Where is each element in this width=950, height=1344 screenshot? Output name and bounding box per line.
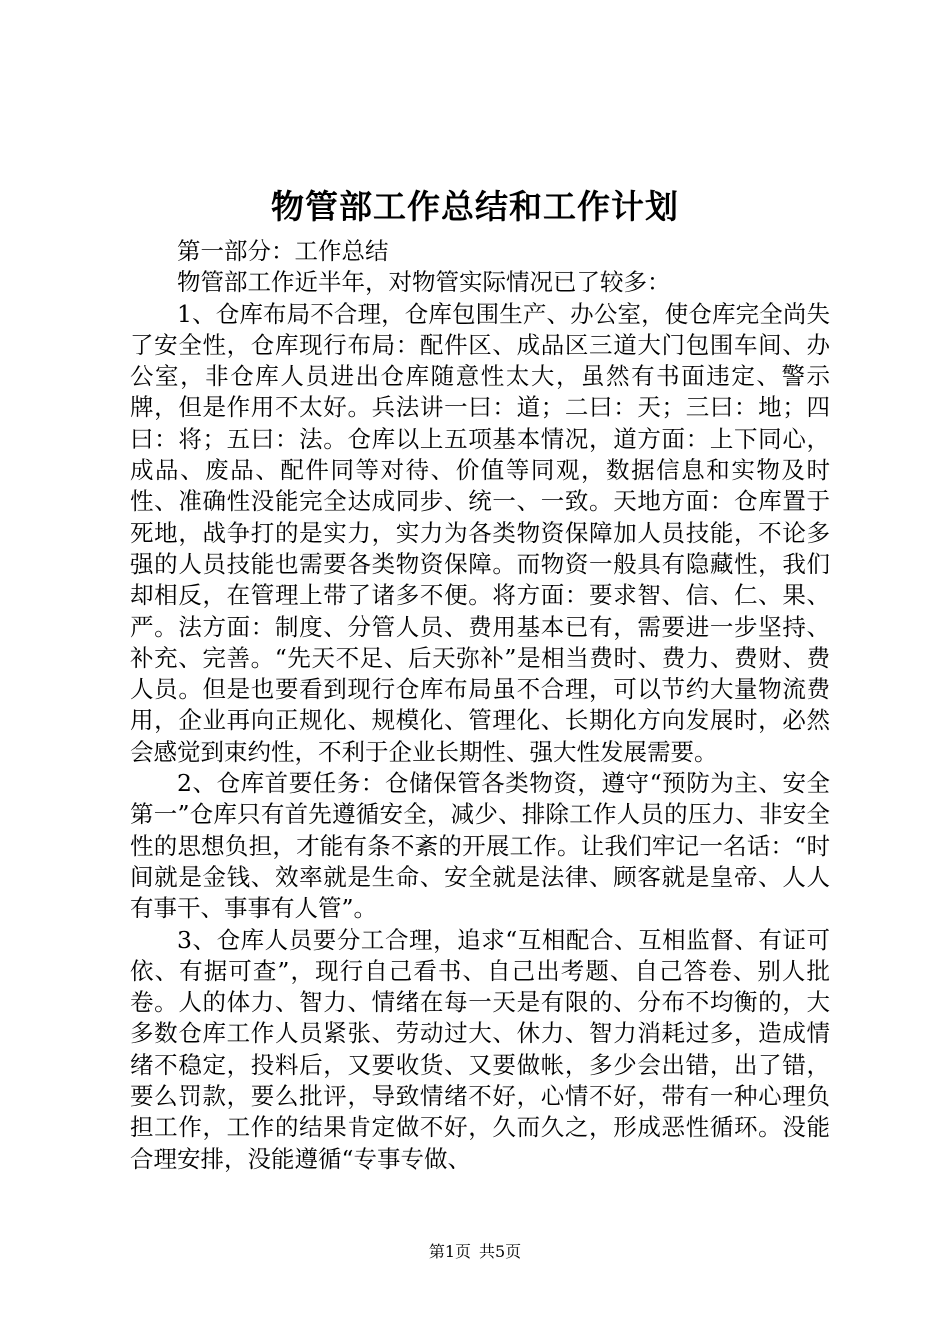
section-heading: 第一部分：工作总结: [177, 237, 389, 265]
page-footer: [0, 1240, 950, 1264]
paragraph-intro: 物管部工作近半年，对物管实际情况已了较多：: [177, 268, 671, 297]
document-title: 物管部工作总结和工作计划: [271, 187, 679, 226]
document-body: [130, 236, 830, 1175]
page-number: 第1页: [428, 1242, 471, 1261]
paragraph-item-1: 1、仓库布局不合理，仓库包围生产、办公室，使仓库完全尚失了安全性，仓库现行布局：配件区、成品区三道大门包围车间、办公室，非仓库人员进出仓库随意性太大，虽然有书面违定、警示牌，但是作用不太好。兵法讲一曰：道；二曰：天；三曰：地；四曰：将；五曰：法。仓库以上五项基本情况，道方面：上下同心，成品、废品、配件同等对待、价值等同观，数据信息和实物及时性、准确性没能完全达成同步、统一、一致。天地方面：仓库置于死地，战争打的是实力，实力为各类物资保障加人员技能，不论多强的人员技能也需要各类物资保障。而物资一般具有隐藏性，我们却相反，在管理上带了诸多不便。将方面：要求智、信、仁、果、严。法方面：制度、分管人员、费用基本已有，需要进一步坚持、补充、完善。“先天不足、后天弥补”是相当费时、费力、费财、费人员。但是也要看到现行仓库布局虽不合理，可以节约大量物流费用，企业再向正规化、规模化、管理化、长期化方向发展时，必然会感觉到束约性，不利于企业长期性、强大性发展需要。: [130, 299, 830, 766]
paragraph-item-3: 3、仓库人员要分工合理，追求“互相配合、互相监督、有证可依、有据可查”，现行自己看书、自己出考题、自己答卷、别人批卷。人的体力、智力、情绪在每一天是有限的、分布不均衡的，大多数仓库工作人员紧张、劳动过大、休力、智力消耗过多，造成情绪不稳定，投料后，又要收货、又要做帐，多少会出错，出了错，要么罚款，要么批评，导致情绪不好，心情不好，带有一种心理负担工作，工作的结果肯定做不好，久而久之，形成恶性循环。没能合理安排，没能遵循“专事专做、: [130, 925, 830, 1173]
paragraph-item-2: 2、仓库首要任务：仓储保管各类物资，遵守“预防为主、安全第一”仓库只有首先遵循安全，减少、排除工作人员的压力、非安全性的思想负担，才能有条不紊的开展工作。让我们牢记一名话：“时间就是金钱、效率就是生命、安全就是法律、顾客就是皇帝、人人有事干、事事有人管”。: [130, 769, 830, 923]
page-total: 共5页: [479, 1242, 522, 1261]
